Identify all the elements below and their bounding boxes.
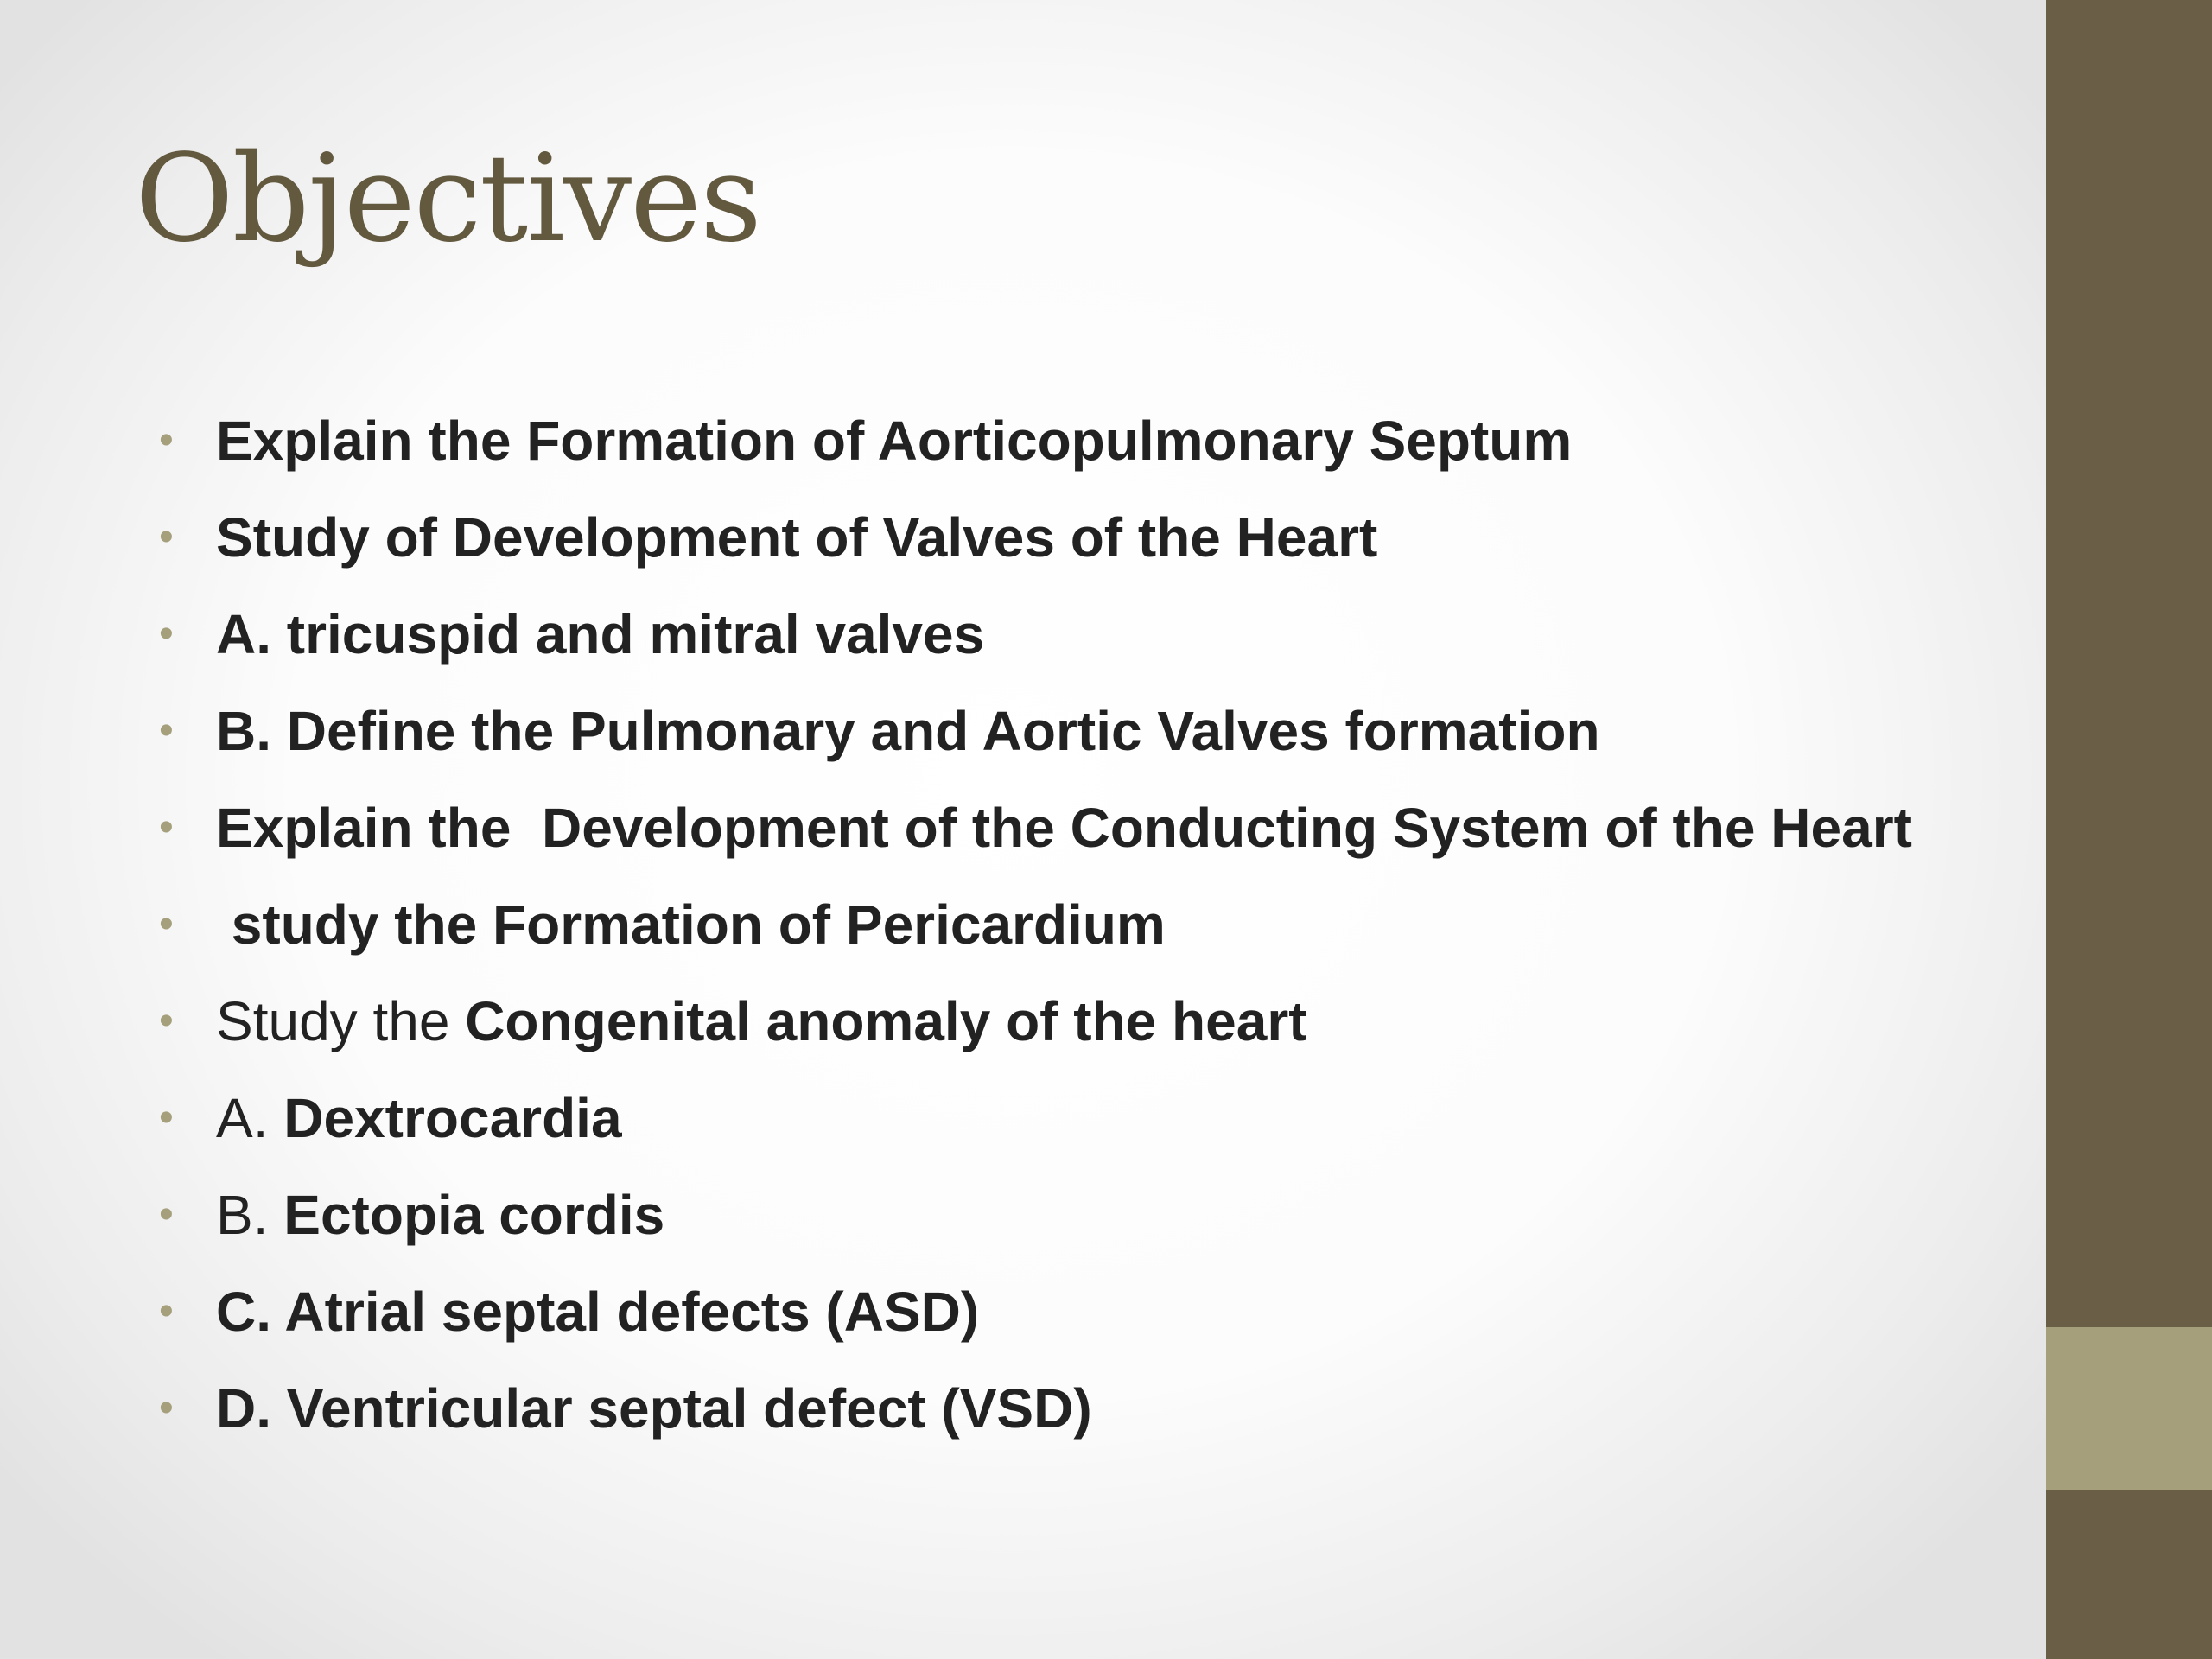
bullet-icon: • — [159, 1095, 174, 1141]
objective-text: study the Formation of Pericardium — [216, 893, 1166, 956]
bullet-icon: • — [159, 708, 174, 753]
objective-item — [159, 496, 1956, 579]
side-decor-accent — [2046, 1327, 2212, 1490]
objective-text: Explain the Formation of Aorticopulmonary Septum — [216, 410, 1573, 472]
objective-item — [159, 883, 1956, 966]
objective-text: C. Atrial septal defects (ASD) — [216, 1281, 980, 1343]
objective-text: Explain the Development of the Conducting System of the Heart — [216, 797, 1912, 859]
slide-title: Objectives — [135, 129, 760, 270]
bullet-icon: • — [159, 514, 174, 560]
bullet-icon: • — [159, 1192, 174, 1237]
bullet-icon: • — [159, 998, 174, 1044]
objective-text: B. Define the Pulmonary and Aortic Valves formation — [216, 700, 1600, 762]
bullet-icon: • — [159, 1385, 174, 1431]
objective-item — [159, 1270, 1956, 1353]
objectives-list — [159, 399, 1956, 1464]
objective-text: Congenital anomaly of the heart — [465, 990, 1307, 1052]
objective-text: A. tricuspid and mitral valves — [216, 603, 985, 665]
objective-text-prefix: Study the — [216, 990, 466, 1052]
bullet-icon: • — [159, 901, 174, 947]
bullet-icon: • — [159, 611, 174, 657]
objective-item — [159, 593, 1956, 676]
objective-item — [159, 786, 1956, 869]
objective-item — [159, 1173, 1956, 1256]
objective-text: Dextrocardia — [283, 1087, 622, 1149]
objective-item — [159, 1077, 1956, 1160]
objective-item — [159, 980, 1956, 1063]
bullet-icon: • — [159, 417, 174, 463]
objective-item — [159, 399, 1956, 482]
objective-text: D. Ventricular septal defect (VSD) — [216, 1377, 1092, 1440]
objective-text: Ectopia cordis — [283, 1184, 665, 1246]
objective-item — [159, 690, 1956, 772]
objective-item — [159, 1367, 1956, 1450]
bullet-icon: • — [159, 804, 174, 850]
objective-text-prefix: A. — [216, 1087, 284, 1149]
objective-text-prefix: B. — [216, 1184, 284, 1246]
bullet-icon: • — [159, 1288, 174, 1334]
objective-text: Study of Development of Valves of the Heart — [216, 506, 1378, 569]
